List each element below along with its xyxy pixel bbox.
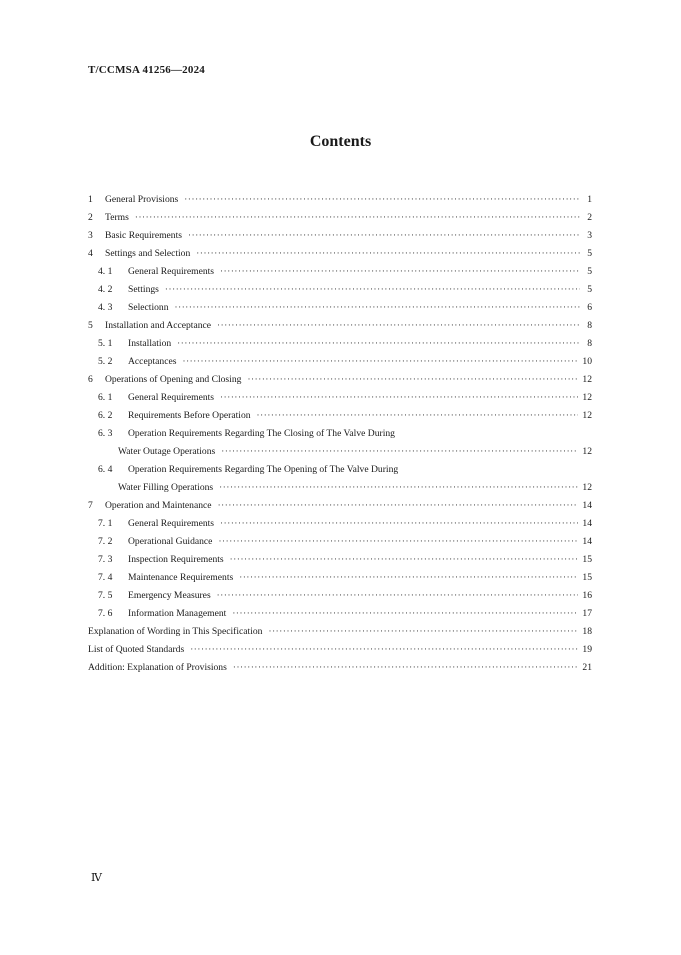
toc-entry-page: 15 [582, 572, 592, 583]
toc-entry[interactable] [88, 425, 592, 443]
toc-entry[interactable] [88, 371, 592, 389]
toc-entry[interactable] [88, 209, 592, 227]
toc-dot-leader [247, 375, 578, 385]
toc-dot-leader [135, 213, 580, 223]
toc-entry-number: 6. 2 [98, 410, 113, 421]
standard-code: T/CCMSA 41256—2024 [88, 64, 205, 76]
toc-entry-label: Information Management [128, 608, 227, 619]
toc-entry[interactable] [88, 353, 592, 371]
toc-entry[interactable] [88, 191, 592, 209]
toc-dot-leader [219, 483, 578, 493]
toc-entry-page: 5 [587, 266, 592, 277]
toc-dot-leader [232, 609, 578, 619]
toc-entry[interactable] [88, 335, 592, 353]
toc-entry[interactable] [88, 641, 592, 659]
toc-entry-number: 4. 3 [98, 302, 113, 313]
toc-entry-page: 10 [582, 356, 592, 367]
toc-entry-label: Emergency Measures [128, 590, 211, 601]
toc-entry-label: Operation Requirements Regarding The Opening of The Valve During [128, 464, 399, 475]
toc-entry-page: 12 [582, 410, 592, 421]
toc-entry[interactable] [88, 587, 592, 605]
toc-entry-label: General Requirements [128, 266, 215, 277]
toc-entry-number: 4 [88, 248, 93, 259]
toc-entry-number: 5. 2 [98, 356, 113, 367]
toc-entry-number: 5 [88, 320, 93, 331]
toc-entry[interactable] [88, 659, 592, 677]
toc-entry-number: 1 [88, 194, 93, 205]
toc-dot-leader [217, 591, 579, 601]
toc-entry[interactable] [88, 497, 592, 515]
toc-entry-page: 8 [587, 320, 592, 331]
toc-entry[interactable] [88, 281, 592, 299]
toc-entry-page: 2 [587, 212, 592, 223]
toc-entry-number: 7 [88, 500, 93, 511]
toc-dot-leader [165, 285, 580, 295]
toc-entry-page: 15 [582, 554, 592, 565]
toc-entry[interactable] [88, 623, 592, 641]
toc-dot-leader [196, 249, 580, 259]
toc-entry-number: 4. 2 [98, 284, 113, 295]
toc-entry[interactable] [88, 533, 592, 551]
toc-entry-number: 7. 2 [98, 536, 113, 547]
toc-entry-label: Operations of Opening and Closing [105, 374, 242, 385]
toc-dot-leader [220, 393, 578, 403]
toc-entry-page: 6 [587, 302, 592, 313]
toc-dot-leader [230, 555, 579, 565]
toc-dot-leader [218, 501, 579, 511]
toc-entry-page: 5 [587, 248, 592, 259]
toc-entry-label: General Requirements [128, 518, 215, 529]
toc-entry[interactable] [88, 461, 592, 479]
toc-entry-page: 1 [587, 194, 592, 205]
toc-entry-label: List of Quoted Standards [88, 644, 185, 655]
toc-dot-leader [182, 357, 578, 367]
toc-dot-leader [188, 231, 580, 241]
toc-entry-page: 21 [582, 662, 592, 673]
toc-entry[interactable] [88, 515, 592, 533]
toc-entry-label: Acceptances [128, 356, 177, 367]
toc-entry[interactable] [88, 551, 592, 569]
toc-entry-number: 4. 1 [98, 266, 113, 277]
toc-entry[interactable] [88, 389, 592, 407]
toc-entry-page: 12 [582, 446, 592, 457]
toc-entry-page: 12 [582, 482, 592, 493]
toc-entry-label: Installation and Acceptance [105, 320, 212, 331]
toc-entry-label: Settings [128, 284, 159, 295]
toc-entry-label: Selectionn [128, 302, 169, 313]
toc-entry-page: 5 [587, 284, 592, 295]
toc-entry[interactable] [88, 245, 592, 263]
toc-entry-page: 17 [582, 608, 592, 619]
toc-entry-label: Operation and Maintenance [105, 500, 212, 511]
toc-dot-leader [239, 573, 578, 583]
toc-entry-label: General Provisions [105, 194, 179, 205]
page-folio: Ⅳ [91, 872, 102, 884]
toc-entry[interactable] [88, 299, 592, 317]
toc-dot-leader [233, 663, 579, 673]
toc-entry-page: 14 [582, 518, 592, 529]
toc-dot-leader [257, 411, 579, 421]
toc-entry-label: Basic Requirements [105, 230, 182, 241]
toc-entry[interactable] [88, 569, 592, 587]
toc-entry[interactable] [88, 443, 592, 461]
toc-entry-page: 12 [582, 392, 592, 403]
toc-entry-page: 3 [587, 230, 592, 241]
table-of-contents [88, 191, 592, 677]
toc-entry[interactable] [88, 407, 592, 425]
toc-entry-page: 18 [582, 626, 592, 637]
toc-entry-number: 6. 4 [98, 464, 113, 475]
toc-entry-label: Maintenance Requirements [128, 572, 234, 583]
toc-dot-leader [221, 447, 578, 457]
toc-entry[interactable] [88, 479, 592, 497]
toc-entry-number: 7. 5 [98, 590, 113, 601]
toc-entry[interactable] [88, 317, 592, 335]
toc-entry-label: Installation [128, 338, 172, 349]
toc-entry[interactable] [88, 263, 592, 281]
toc-entry-label: Operational Guidance [128, 536, 213, 547]
toc-entry-number: 6. 1 [98, 392, 113, 403]
toc-entry-number: 6. 3 [98, 428, 113, 439]
toc-entry-number: 2 [88, 212, 93, 223]
toc-dot-leader [220, 519, 578, 529]
toc-entry-label: Terms [105, 212, 129, 223]
toc-entry-label: Requirements Before Operation [128, 410, 251, 421]
toc-entry-page: 19 [582, 644, 592, 655]
page-title: Contents [309, 133, 372, 150]
toc-entry-label: Operation Requirements Regarding The Closing of The Valve During [128, 428, 395, 439]
toc-dot-leader [175, 303, 581, 313]
toc-entry[interactable] [88, 605, 592, 623]
toc-entry-label: Explanation of Wording in This Specification [88, 626, 263, 637]
toc-dot-leader [218, 537, 578, 547]
toc-entry-number: 5. 1 [98, 338, 113, 349]
toc-entry-page: 14 [582, 500, 592, 511]
toc-entry[interactable] [88, 227, 592, 245]
toc-entry-label: Addition: Explanation of Provisions [88, 662, 227, 673]
toc-entry-number: 7. 6 [98, 608, 113, 619]
toc-entry-number: 6 [88, 374, 93, 385]
toc-entry-page: 12 [582, 374, 592, 385]
toc-entry-label: Water Outage Operations [118, 446, 216, 457]
toc-dot-leader [184, 195, 580, 205]
toc-dot-leader [190, 645, 578, 655]
toc-entry-page: 8 [587, 338, 592, 349]
toc-dot-leader [268, 627, 578, 637]
toc-entry-label: General Requirements [128, 392, 215, 403]
toc-dot-leader [177, 339, 580, 349]
toc-entry-label: Water Filling Operations [118, 482, 214, 493]
toc-entry-page: 14 [582, 536, 592, 547]
toc-dot-leader [217, 321, 580, 331]
toc-entry-page: 16 [582, 590, 592, 601]
toc-entry-number: 3 [88, 230, 93, 241]
toc-entry-label: Settings and Selection [105, 248, 191, 259]
toc-dot-leader [220, 267, 580, 277]
toc-entry-label: Inspection Requirements [128, 554, 224, 565]
toc-entry-number: 7. 4 [98, 572, 113, 583]
toc-entry-number: 7. 1 [98, 518, 113, 529]
toc-entry-number: 7. 3 [98, 554, 113, 565]
